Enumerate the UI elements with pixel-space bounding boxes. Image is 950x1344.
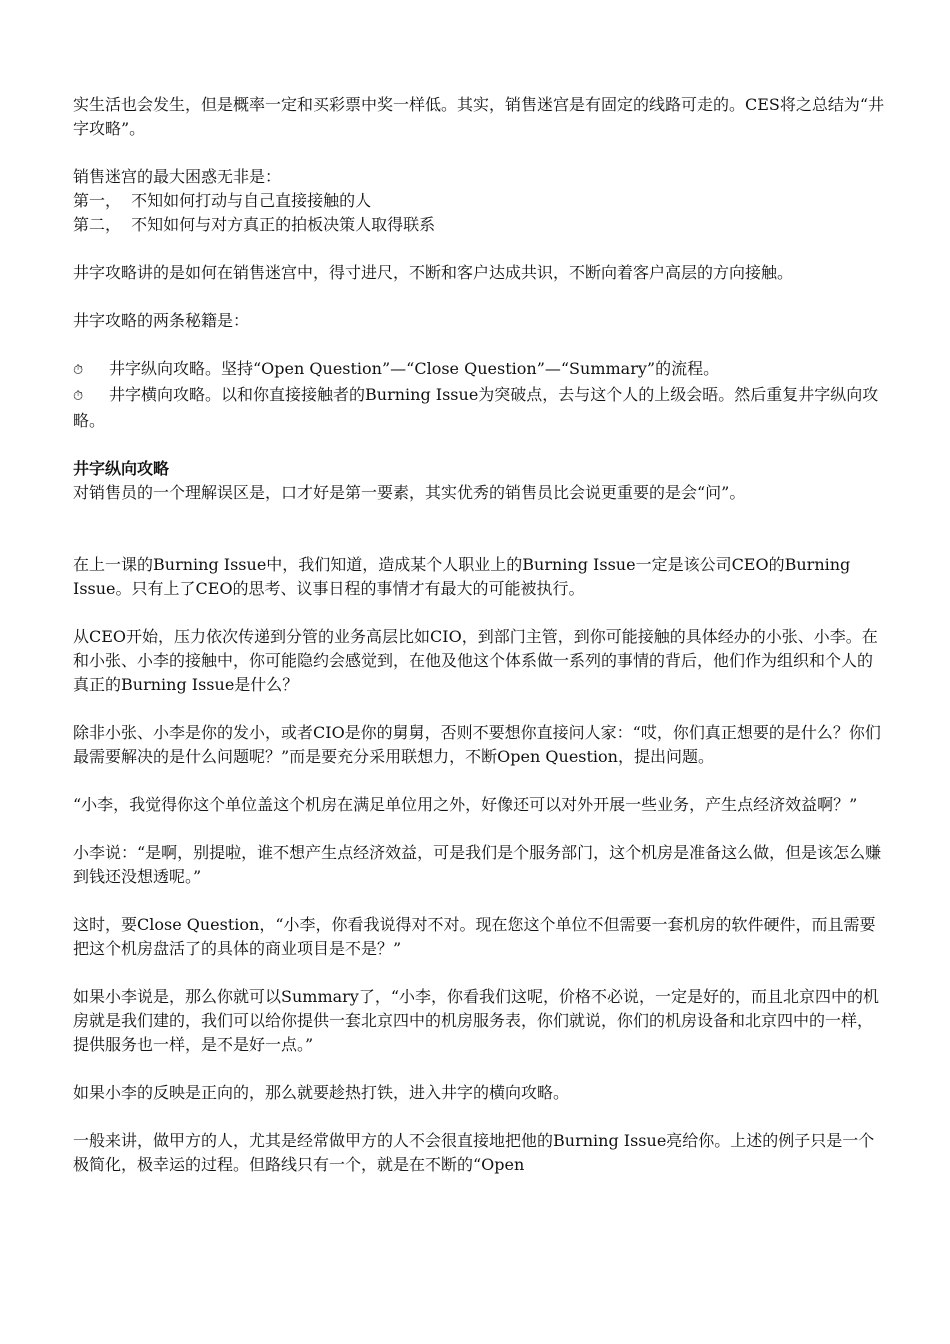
clock-icon: ⏱	[73, 363, 84, 378]
paragraph-summary: 如果小李说是，那么你就可以Summary了，“小李，你看我们这呢，价格不必说，一定是好的，而且北京四中的机房就是我们建的，我们可以给你提供一套北京四中的机房服务表，你们就说，你们的机房设备和北京四中的一样，提供服务也一样，是不是好一点。”	[73, 987, 880, 1054]
paragraph-burning-issue: 在上一课的Burning Issue中，我们知道，造成某个人职业上的Burning Issue一定是该公司CEO的Burning Issue。只有上了CEO的思考、议事日程的事情才有最大的可能被执行。	[73, 555, 856, 598]
paragraph-pressure-chain: 从CEO开始，压力依次传递到分管的业务高层比如CIO，到部门主管，到你可能接触的具体经办的小张、小李。在和小张、小李的接触中，你可能隐约会感觉到，在他及他这个体系做一系列的事情的背后，他们作为组织和个人的真正的Burning Issue是什么？	[73, 627, 878, 694]
paragraph-open-question: 除非小张、小李是你的发小，或者CIO是你的舅舅，否则不要想你直接问人家：“哎，你们真正想要的是什么？你们最需要解决的是什么问题呢？”而是要充分采用联想力，不断Open Question，提出问题。	[73, 723, 881, 766]
paragraph-strategy: 井字攻略讲的是如何在销售迷宫中，得寸进尺，不断和客户达成共识，不断向着客户高层的方向接触。	[73, 263, 794, 282]
paragraph-maze-intro: 实生活也会发生，但是概率一定和买彩票中奖一样低。其实，销售迷宫是有固定的线路可走的。CES将之总结为“井字攻略”。	[73, 95, 885, 138]
list-line-second: 第二， 不知如何与对方真正的拍板决策人取得联系	[73, 215, 436, 234]
bullet-vertical-text: 井字纵向攻略。坚持“Open Question”—“Close Question”—“Summary”的流程。	[109, 359, 720, 378]
list-line-first: 第一， 不知如何打动与自己直接接触的人	[73, 191, 372, 210]
bullet-horizontal	[73, 383, 888, 433]
bullet-vertical	[73, 357, 888, 383]
section-heading: 井字纵向攻略	[73, 459, 170, 478]
paragraph-close-question: 这时，要Close Question，“小李，你看我说得对不对。现在您这个单位不但需要一套机房的软件硬件，而且需要把这个机房盘活了的具体的商业项目是不是？”	[73, 915, 876, 958]
paragraph-confusion-intro: 销售迷宫的最大困惑无非是：	[73, 167, 282, 186]
paragraph-dialogue-1: “小李，我觉得你这个单位盖这个机房在满足单位用之外，好像还可以对外开展一些业务，产生点经济效益啊？”	[73, 795, 858, 814]
paragraph-conclusion: 一般来讲，做甲方的人，尤其是经常做甲方的人不会很直接地把他的Burning Issue亮给你。上述的例子只是一个极简化，极幸运的过程。但路线只有一个，就是在不断的“Open	[73, 1131, 875, 1174]
paragraph-dialogue-2: 小李说：“是啊，别提啦，谁不想产生点经济效益，可是我们是个服务部门，这个机房是准备这么做，但是该怎么赚到钱还没想透呢。”	[73, 843, 882, 886]
document-page	[73, 93, 888, 1177]
clock-icon: ⏱	[73, 389, 84, 404]
paragraph-two-secrets: 井字攻略的两条秘籍是：	[73, 311, 250, 330]
paragraph-horizontal: 如果小李的反映是正向的，那么就要趁热打铁，进入井字的横向攻略。	[73, 1083, 570, 1102]
paragraph-misconception: 对销售员的一个理解误区是，口才好是第一要素，其实优秀的销售员比会说更重要的是会“问”。	[73, 483, 746, 502]
bullet-horizontal-text: 井字横向攻略。以和你直接接触者的Burning Issue为突破点，去与这个人的上级会晤。然后重复井字纵向攻略。	[73, 385, 879, 430]
